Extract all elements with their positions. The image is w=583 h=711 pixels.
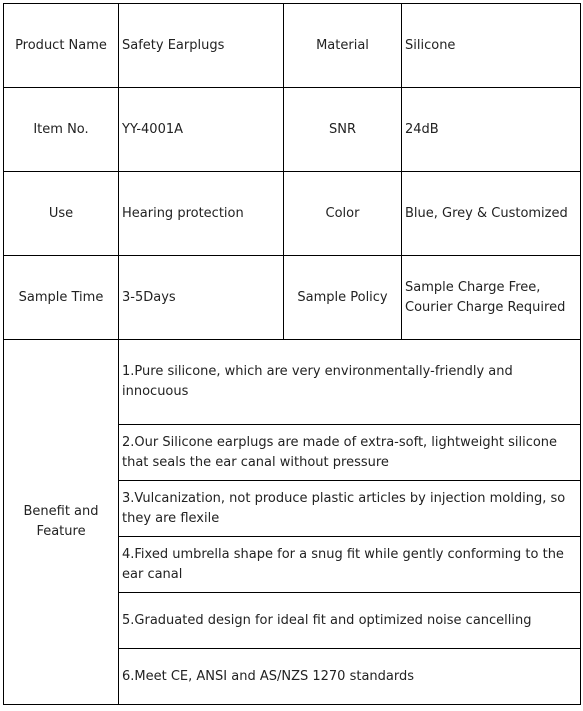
benefit-item: 5.Graduated design for ideal fit and optimized noise cancelling: [119, 593, 581, 649]
spec-label: Material: [284, 4, 402, 88]
spec-label: Product Name: [4, 4, 119, 88]
spec-value: Silicone: [402, 4, 581, 88]
spec-value: Blue, Grey & Customized: [402, 172, 581, 256]
spec-label: Sample Policy: [284, 256, 402, 340]
benefit-label: Benefit and Feature: [4, 340, 119, 705]
product-spec-table: [3, 3, 581, 705]
spec-label: Item No.: [4, 88, 119, 172]
spec-label: Use: [4, 172, 119, 256]
spec-value: Safety Earplugs: [119, 4, 284, 88]
spec-value: Sample Charge Free, Courier Charge Required: [402, 256, 581, 340]
benefit-row: [4, 340, 581, 425]
spec-label: SNR: [284, 88, 402, 172]
spec-label: Sample Time: [4, 256, 119, 340]
benefit-item: 1.Pure silicone, which are very environmentally-friendly and innocuous: [119, 340, 581, 425]
spec-value: 3-5Days: [119, 256, 284, 340]
spec-row-item-no: [4, 88, 581, 172]
benefit-item: 3.Vulcanization, not produce plastic articles by injection molding, so they are flexile: [119, 481, 581, 537]
benefit-item: 6.Meet CE, ANSI and AS/NZS 1270 standards: [119, 649, 581, 705]
spec-value: YY-4001A: [119, 88, 284, 172]
spec-label: Color: [284, 172, 402, 256]
spec-value: 24dB: [402, 88, 581, 172]
benefit-item: 2.Our Silicone earplugs are made of extra-soft, lightweight silicone that seals the ear canal without pressure: [119, 425, 581, 481]
spec-row-product-name: [4, 4, 581, 88]
spec-row-sample-time: [4, 256, 581, 340]
benefit-item: 4.Fixed umbrella shape for a snug fit while gently conforming to the ear canal: [119, 537, 581, 593]
spec-value: Hearing protection: [119, 172, 284, 256]
spec-row-use: [4, 172, 581, 256]
